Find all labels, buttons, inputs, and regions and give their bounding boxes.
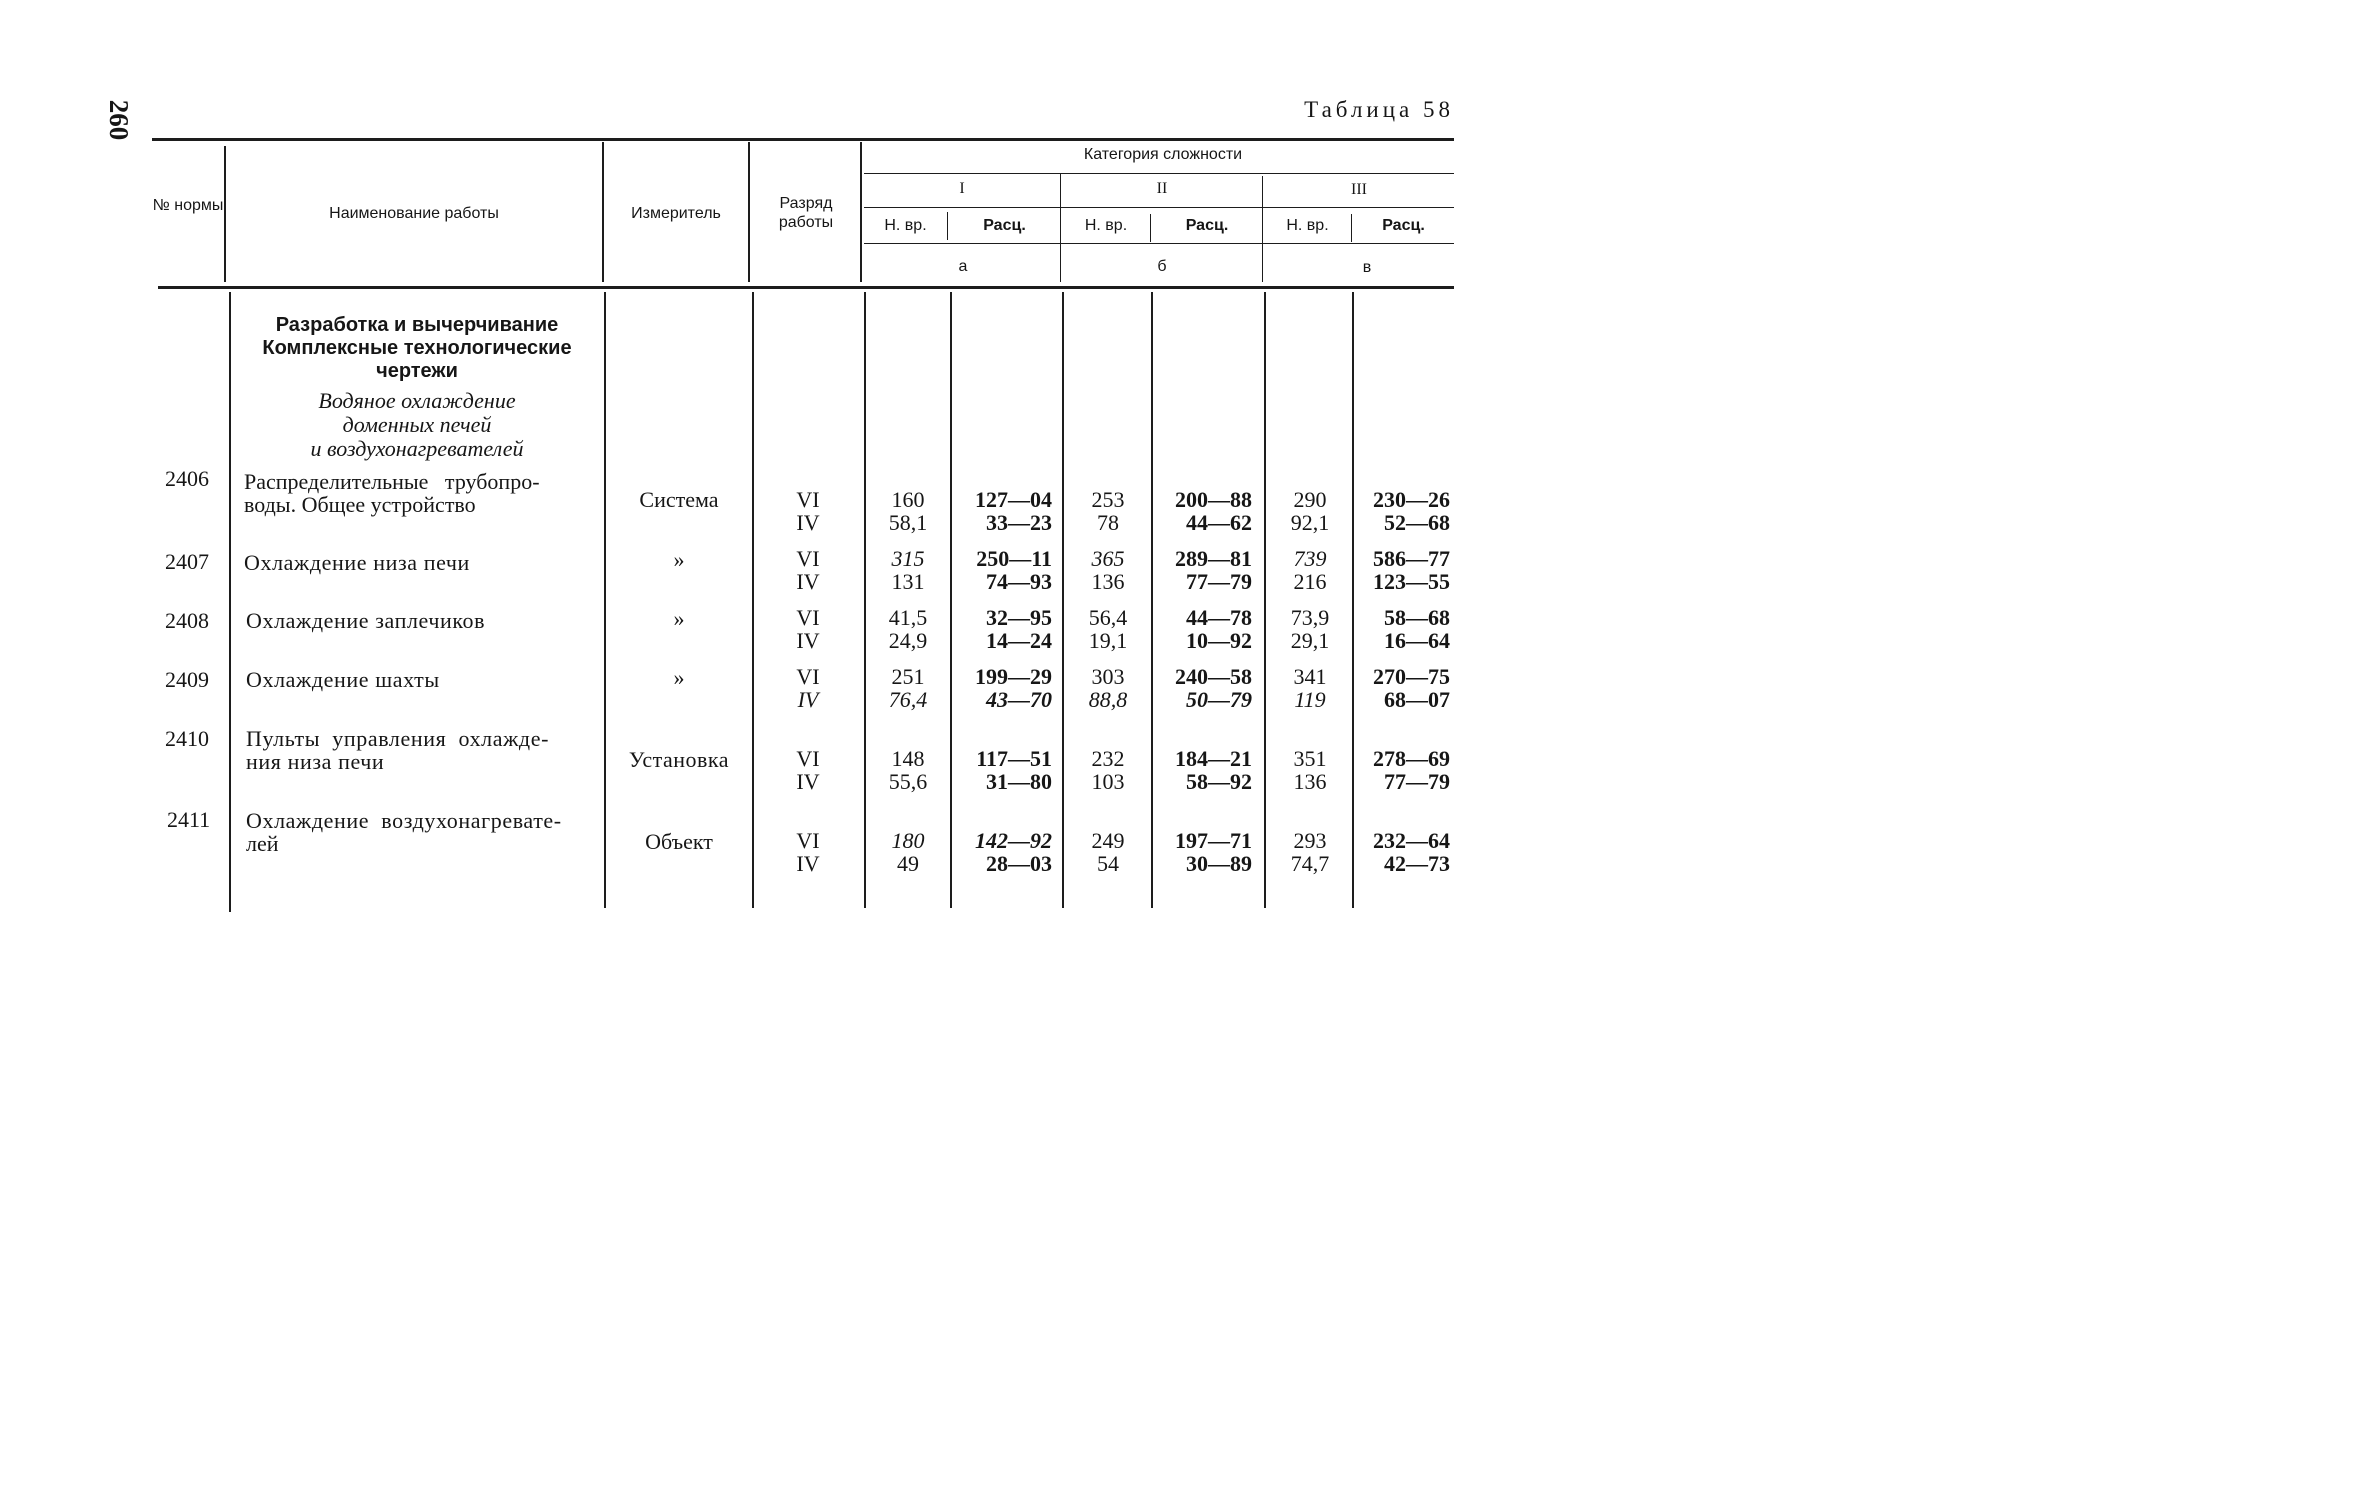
table-top-rule <box>152 138 1454 141</box>
cat2-time <box>1064 829 1152 875</box>
norm-number: 2409 <box>165 667 209 692</box>
work-name-line: воды. Общее устройство <box>244 492 476 517</box>
hdr-vline-sub3 <box>1351 214 1352 242</box>
time-value: 119 <box>1294 687 1326 712</box>
time-value: 351 <box>1293 746 1327 771</box>
rate-value: 31—80 <box>986 769 1052 794</box>
body-vline-2 <box>604 292 606 908</box>
work-name: Охлаждение шахты <box>246 667 440 692</box>
header-col-unit: Измеритель <box>631 205 721 222</box>
cat1-time <box>866 747 950 793</box>
time-value: 41,5 <box>888 605 928 630</box>
time-value: 49 <box>897 851 919 876</box>
rate-value: 232—64 <box>1373 828 1450 853</box>
time-value: 341 <box>1293 664 1327 689</box>
norm-number: 2407 <box>165 549 209 574</box>
header-cat2-time: Н. вр. <box>1084 217 1128 234</box>
time-value: 74,7 <box>1290 851 1330 876</box>
rate-value: 200—88 <box>1175 487 1252 512</box>
section-subtitle-line: Водяное охлаждение <box>318 388 516 413</box>
cat1-time <box>866 829 950 875</box>
time-value: 293 <box>1293 828 1327 853</box>
cat3-rate <box>1354 747 1454 793</box>
time-value: 29,1 <box>1290 628 1330 653</box>
time-value: 365 <box>1091 546 1125 571</box>
time-value: 136 <box>1293 769 1327 794</box>
rate-value: 197—71 <box>1175 828 1252 853</box>
section-subtitle <box>234 389 600 461</box>
hdr-vline-4 <box>860 142 862 282</box>
rate-value: 278—69 <box>1373 746 1450 771</box>
rate-value: 123—55 <box>1373 569 1450 594</box>
rate-value: 30—89 <box>1186 851 1252 876</box>
cat3-time <box>1266 606 1354 652</box>
time-value: 131 <box>891 569 925 594</box>
grade-value: VI <box>796 487 820 512</box>
section-title-line: чертежи <box>376 360 458 382</box>
grade-value: IV <box>797 687 819 712</box>
time-value: 55,6 <box>888 769 928 794</box>
work-name <box>246 727 598 773</box>
rate-value: 33—23 <box>986 510 1052 535</box>
unit: Объект <box>645 829 713 854</box>
rate-value: 32—95 <box>986 605 1052 630</box>
time-value: 315 <box>891 546 925 571</box>
header-cat3-letter: в <box>1362 259 1372 276</box>
cat3-rate <box>1354 488 1454 534</box>
work-name <box>244 470 596 516</box>
cat1-time <box>866 606 950 652</box>
cat1-time <box>866 547 950 593</box>
cat2-time <box>1064 747 1152 793</box>
grade <box>754 747 862 793</box>
norm-number: 2408 <box>165 608 209 633</box>
work-name-line: Распределительные трубопро- <box>244 469 540 494</box>
norm-number: 2406 <box>165 466 209 491</box>
rate-value: 270—75 <box>1373 664 1450 689</box>
cat2-rate <box>1153 547 1264 593</box>
grade-value: VI <box>796 828 820 853</box>
header-cat1-time: Н. вр. <box>884 217 927 234</box>
cat1-time <box>866 665 950 711</box>
rate-value: 28—03 <box>986 851 1052 876</box>
section-subtitle-line: доменных печей <box>342 412 492 437</box>
section-title-line: Разработка и вычерчивание <box>275 314 559 336</box>
rate-value: 250—11 <box>976 546 1052 571</box>
rate-value: 50—79 <box>1186 687 1252 712</box>
time-value: 88,8 <box>1088 687 1128 712</box>
grade <box>754 547 862 593</box>
time-value: 54 <box>1097 851 1119 876</box>
cat1-time <box>866 488 950 534</box>
rate-value: 43—70 <box>986 687 1052 712</box>
time-value: 136 <box>1091 569 1125 594</box>
cat3-rate <box>1354 829 1454 875</box>
body-vline-9 <box>1352 292 1354 908</box>
body-vline-7 <box>1151 292 1153 908</box>
rate-value: 58—68 <box>1384 605 1450 630</box>
grade <box>754 606 862 652</box>
grade-value: IV <box>796 510 820 535</box>
unit: Система <box>639 487 719 512</box>
time-value: 160 <box>891 487 925 512</box>
cat1-rate <box>952 606 1062 652</box>
cat2-rate <box>1153 606 1264 652</box>
grade-value: IV <box>796 851 820 876</box>
norm-number: 2410 <box>165 726 209 751</box>
rate-value: 230—26 <box>1373 487 1450 512</box>
rate-value: 68—07 <box>1384 687 1450 712</box>
time-value: 58,1 <box>888 510 928 535</box>
rate-value: 52—68 <box>1384 510 1450 535</box>
body-vline-6 <box>1062 292 1064 908</box>
time-value: 148 <box>891 746 925 771</box>
header-cat2-roman: II <box>1156 180 1168 197</box>
cat1-rate <box>952 488 1062 534</box>
time-value: 216 <box>1293 569 1327 594</box>
header-cat1-rate: Расц. <box>983 217 1026 234</box>
cat1-rate <box>952 747 1062 793</box>
header-col-name: Наименование работы <box>329 205 499 222</box>
rate-value: 142—92 <box>975 828 1052 853</box>
header-cat2-letter: б <box>1157 258 1167 275</box>
rate-value: 240—58 <box>1175 664 1252 689</box>
time-value: 73,9 <box>1290 605 1330 630</box>
time-value: 251 <box>891 664 925 689</box>
work-name-line: лей <box>246 831 279 856</box>
hdr-vline-3 <box>748 142 750 282</box>
cat2-time <box>1064 665 1152 711</box>
body-vline-5 <box>950 292 952 908</box>
section-title <box>234 314 600 383</box>
cat2-rate <box>1153 747 1264 793</box>
rate-value: 77—79 <box>1186 569 1252 594</box>
header-cat3-rate: Расц. <box>1382 217 1425 234</box>
work-name: Охлаждение заплечиков <box>246 608 486 633</box>
cat3-time <box>1266 829 1354 875</box>
header-col-grade <box>752 194 860 232</box>
rate-value: 77—79 <box>1384 769 1450 794</box>
grade-value: VI <box>796 546 820 571</box>
time-value: 103 <box>1091 769 1125 794</box>
header-col-grade-text: Разряд работы <box>778 195 834 231</box>
subhead-top-rule <box>864 207 1454 208</box>
time-value: 92,1 <box>1290 510 1330 535</box>
work-name-line: ния низа печи <box>246 749 385 774</box>
grade <box>754 829 862 875</box>
grade-value: IV <box>796 628 820 653</box>
hdr-vline-sub1 <box>947 212 948 240</box>
work-name-line: Охлаждение воздухонагревате- <box>246 808 562 833</box>
body-vline-3 <box>752 292 754 908</box>
roman-top-rule <box>864 173 1454 174</box>
cat2-time <box>1064 488 1152 534</box>
time-value: 180 <box>891 828 925 853</box>
grade-value: VI <box>796 664 820 689</box>
rate-value: 586—77 <box>1373 546 1450 571</box>
unit: » <box>673 547 685 572</box>
grade-value: VI <box>796 746 820 771</box>
time-value: 232 <box>1091 746 1125 771</box>
cat3-time <box>1266 665 1354 711</box>
cat2-rate <box>1153 488 1264 534</box>
header-cat1-roman: I <box>959 180 965 197</box>
cat1-rate <box>952 665 1062 711</box>
time-value: 249 <box>1091 828 1125 853</box>
grade <box>754 488 862 534</box>
table-caption: Таблица 58 <box>1304 97 1454 122</box>
cat3-time <box>1266 488 1354 534</box>
rate-value: 289—81 <box>1175 546 1252 571</box>
rate-value: 44—78 <box>1186 605 1252 630</box>
unit: » <box>673 665 685 690</box>
cat3-rate <box>1354 606 1454 652</box>
rate-value: 10—92 <box>1186 628 1252 653</box>
work-name <box>246 809 598 855</box>
cat2-time <box>1064 547 1152 593</box>
unit: » <box>673 606 685 631</box>
rate-value: 16—64 <box>1384 628 1450 653</box>
work-name-line: Пульты управления охлажде- <box>246 726 550 751</box>
cat3-time <box>1266 747 1354 793</box>
cat3-rate <box>1354 665 1454 711</box>
hdr-vline-cat3 <box>1262 176 1263 282</box>
time-value: 76,4 <box>888 687 928 712</box>
cat3-rate <box>1354 547 1454 593</box>
rate-value: 74—93 <box>986 569 1052 594</box>
page-number: 260 <box>104 99 134 141</box>
cat2-rate <box>1153 665 1264 711</box>
header-bottom-rule <box>158 286 1454 289</box>
time-value: 303 <box>1091 664 1125 689</box>
rate-value: 117—51 <box>976 746 1052 771</box>
time-value: 253 <box>1091 487 1125 512</box>
header-category-title: Категория сложности <box>1083 146 1243 163</box>
section-subtitle-line: и воздухонагревателей <box>310 436 524 461</box>
body-vline-1 <box>229 292 231 912</box>
grade-value: IV <box>796 569 820 594</box>
cat2-time <box>1064 606 1152 652</box>
time-value: 56,4 <box>1088 605 1128 630</box>
body-vline-4 <box>864 292 866 908</box>
grade-value: VI <box>796 605 820 630</box>
rate-value: 127—04 <box>975 487 1052 512</box>
time-value: 290 <box>1293 487 1327 512</box>
cat1-rate <box>952 547 1062 593</box>
time-value: 19,1 <box>1088 628 1128 653</box>
rate-value: 42—73 <box>1384 851 1450 876</box>
grade <box>754 665 862 711</box>
section-title-line: Комплексные технологические <box>262 337 572 359</box>
unit: Установка <box>628 747 730 772</box>
time-value: 739 <box>1293 546 1327 571</box>
cat3-time <box>1266 547 1354 593</box>
work-name: Охлаждение низа печи <box>244 550 470 575</box>
hdr-vline-sub2 <box>1150 214 1151 242</box>
grade-value: IV <box>796 769 820 794</box>
header-cat3-roman: III <box>1351 181 1367 198</box>
norm-number: 2411 <box>167 807 211 832</box>
body-vline-8 <box>1264 292 1266 908</box>
header-col-number-text: № нормы <box>152 197 224 214</box>
rate-value: 199—29 <box>975 664 1052 689</box>
header-cat2-rate: Расц. <box>1185 217 1229 234</box>
time-value: 78 <box>1097 510 1119 535</box>
rate-value: 184—21 <box>1175 746 1252 771</box>
rate-value: 14—24 <box>986 628 1052 653</box>
cat1-rate <box>952 829 1062 875</box>
rate-value: 58—92 <box>1186 769 1252 794</box>
letters-top-rule <box>864 243 1454 244</box>
header-col-number <box>152 196 224 215</box>
time-value: 24,9 <box>888 628 928 653</box>
header-cat3-time: Н. вр. <box>1286 217 1329 234</box>
header-cat1-letter: а <box>958 258 968 275</box>
rate-value: 44—62 <box>1186 510 1252 535</box>
cat2-rate <box>1153 829 1264 875</box>
